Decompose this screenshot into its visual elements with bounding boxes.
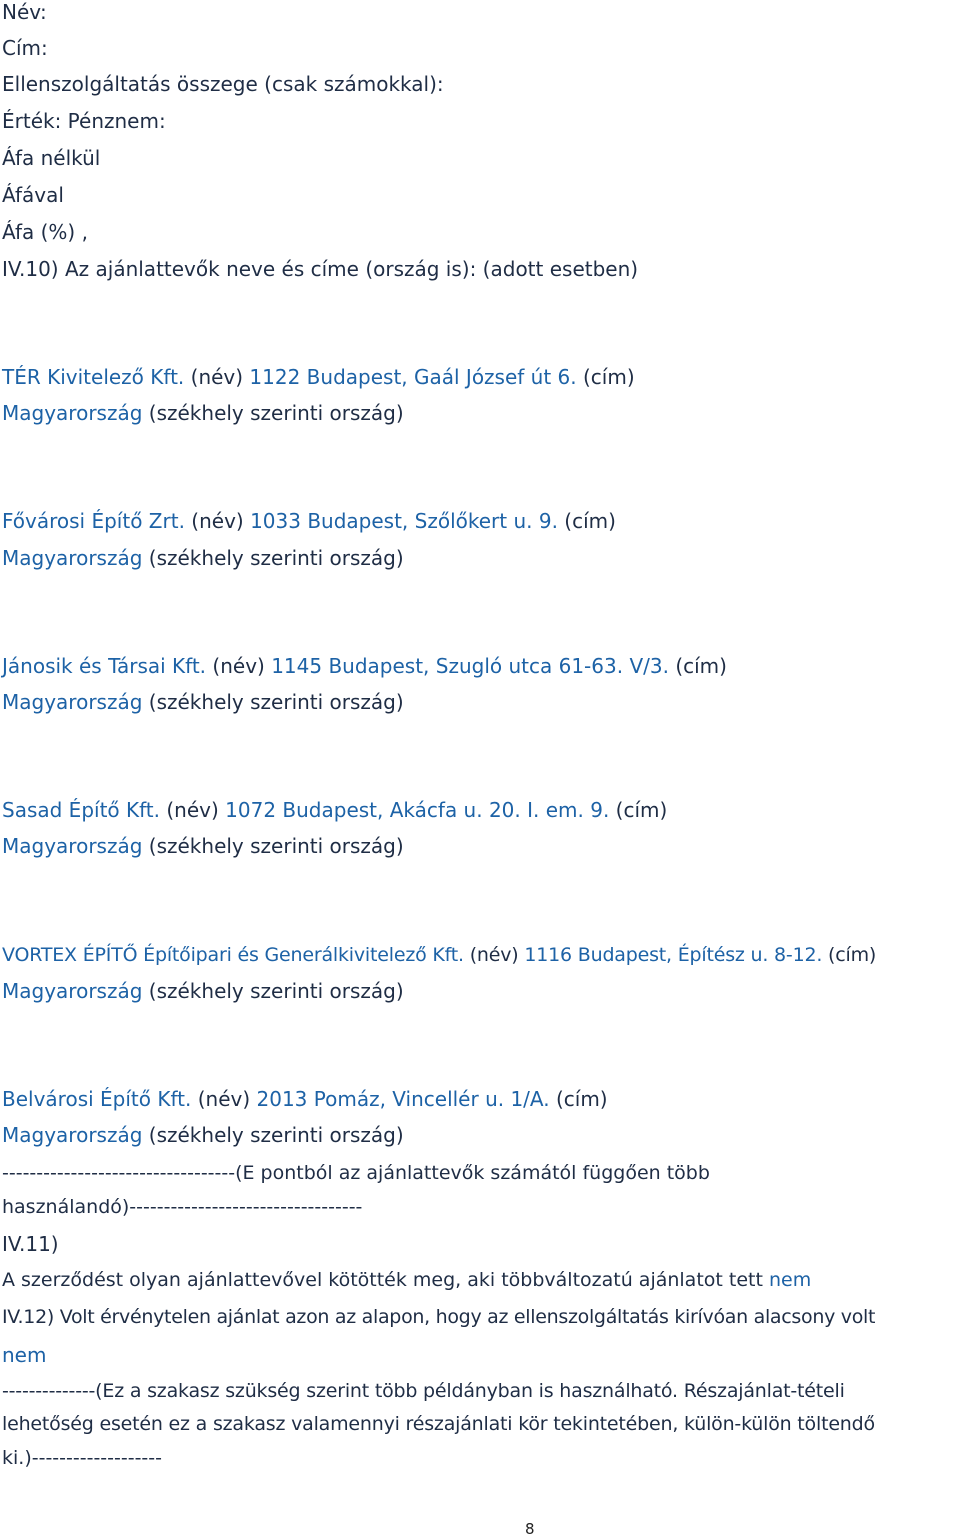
field-afa-nelkul: Áfa nélkül [2, 146, 101, 170]
field-afaval: Áfával [2, 183, 64, 207]
page-number: 8 [525, 1520, 535, 1538]
bidder-4-line [2, 798, 667, 822]
section-note-line-2: lehetőség esetén ez a szakasz valamennyi részajánlati kör tekintetében, külön-külön töltendő [2, 1413, 875, 1435]
name-tag: (név) [190, 365, 244, 389]
name-tag: (név) [197, 1087, 251, 1111]
bidder-name: Fővárosi Építő Zrt. [2, 509, 185, 533]
name-tag: (név) [212, 654, 265, 678]
name-tag: (név) [469, 944, 519, 966]
field-ellenszolgaltatas: Ellenszolgáltatás összege (csak számokkal): [2, 72, 444, 96]
address-tag: (cím) [615, 798, 668, 822]
bidder-name: VORTEX ÉPÍTŐ Építőipari és Generálkivitelező Kft. [2, 944, 464, 966]
bidder-address: 1033 Budapest, Szőlőkert u. 9. [250, 509, 558, 533]
country-tag: (székhely szerinti ország) [148, 546, 404, 570]
address-tag: (cím) [555, 1087, 608, 1111]
bidder-address: 2013 Pomáz, Vincellér u. 1/A. [256, 1087, 550, 1111]
bidder-country: Magyarország [2, 546, 143, 570]
iv11-value: nem [768, 1269, 812, 1291]
section-iv11-statement [2, 1268, 811, 1292]
bidder-country: Magyarország [2, 979, 143, 1003]
bidder-3-country-line [2, 690, 404, 714]
section-note-line-1: --------------(Ez a szakasz szükség szerint több példányban is használható. Részajánlat-tételi [2, 1380, 845, 1402]
field-nev: Név: [2, 0, 47, 24]
bidder-1-line [2, 365, 635, 389]
bidder-address: 1072 Budapest, Akácfa u. 20. I. em. 9. [225, 798, 610, 822]
address-tag: (cím) [583, 365, 635, 389]
bidder-address: 1116 Budapest, Építész u. 8-12. [524, 944, 823, 966]
bidder-1-country-line [2, 401, 404, 425]
bidder-name: TÉR Kivitelező Kft. [2, 365, 185, 389]
address-tag: (cím) [564, 509, 616, 533]
name-tag: (név) [166, 798, 219, 822]
section-note-line-3: ki.)------------------- [2, 1447, 162, 1469]
name-tag: (név) [191, 509, 244, 533]
bidder-country: Magyarország [2, 1123, 143, 1147]
country-tag: (székhely szerinti ország) [148, 1123, 404, 1147]
bidder-2-line [2, 509, 616, 533]
address-tag: (cím) [675, 654, 727, 678]
iv12-value: nem [2, 1343, 47, 1367]
field-afa-percent: Áfa (%) , [2, 220, 88, 244]
country-tag: (székhely szerinti ország) [148, 834, 404, 858]
bidder-6-country-line [2, 1123, 404, 1147]
bidder-address: 1122 Budapest, Gaál József út 6. [249, 365, 577, 389]
country-tag: (székhely szerinti ország) [148, 401, 404, 425]
section-iv11-label: IV.11) [2, 1232, 59, 1256]
separator-note-line-2: használandó)---------------------------------- [2, 1196, 363, 1218]
country-tag: (székhely szerinti ország) [148, 979, 404, 1003]
field-cim: Cím: [2, 36, 48, 60]
bidder-2-country-line [2, 546, 404, 570]
bidder-3-line [2, 654, 727, 678]
separator-note-line-1: ----------------------------------(E pontból az ajánlattevők számától függően több [2, 1162, 710, 1184]
bidder-country: Magyarország [2, 401, 143, 425]
bidder-country: Magyarország [2, 690, 143, 714]
iv11-text: A szerződést olyan ajánlattevővel kötötték meg, aki többváltozatú ajánlatot tett [2, 1269, 763, 1291]
bidder-address: 1145 Budapest, Szugló utca 61-63. V/3. [271, 654, 669, 678]
field-ertek: Érték: Pénznem: [2, 109, 166, 133]
bidder-5-line [2, 943, 876, 967]
address-tag: (cím) [828, 944, 877, 966]
bidder-6-line [2, 1087, 608, 1111]
country-tag: (székhely szerinti ország) [148, 690, 404, 714]
bidder-country: Magyarország [2, 834, 143, 858]
section-iv10-heading: IV.10) Az ajánlattevők neve és címe (ország is): (adott esetben) [2, 257, 639, 281]
bidder-4-country-line [2, 834, 404, 858]
section-iv12-statement: IV.12) Volt érvénytelen ajánlat azon az alapon, hogy az ellenszolgáltatás kirívóan alacsony volt [2, 1306, 876, 1328]
bidder-5-country-line [2, 979, 404, 1003]
bidder-name: Sasad Építő Kft. [2, 798, 161, 822]
bidder-name: Belvárosi Építő Kft. [2, 1087, 192, 1111]
bidder-name: Jánosik és Társai Kft. [2, 654, 207, 678]
